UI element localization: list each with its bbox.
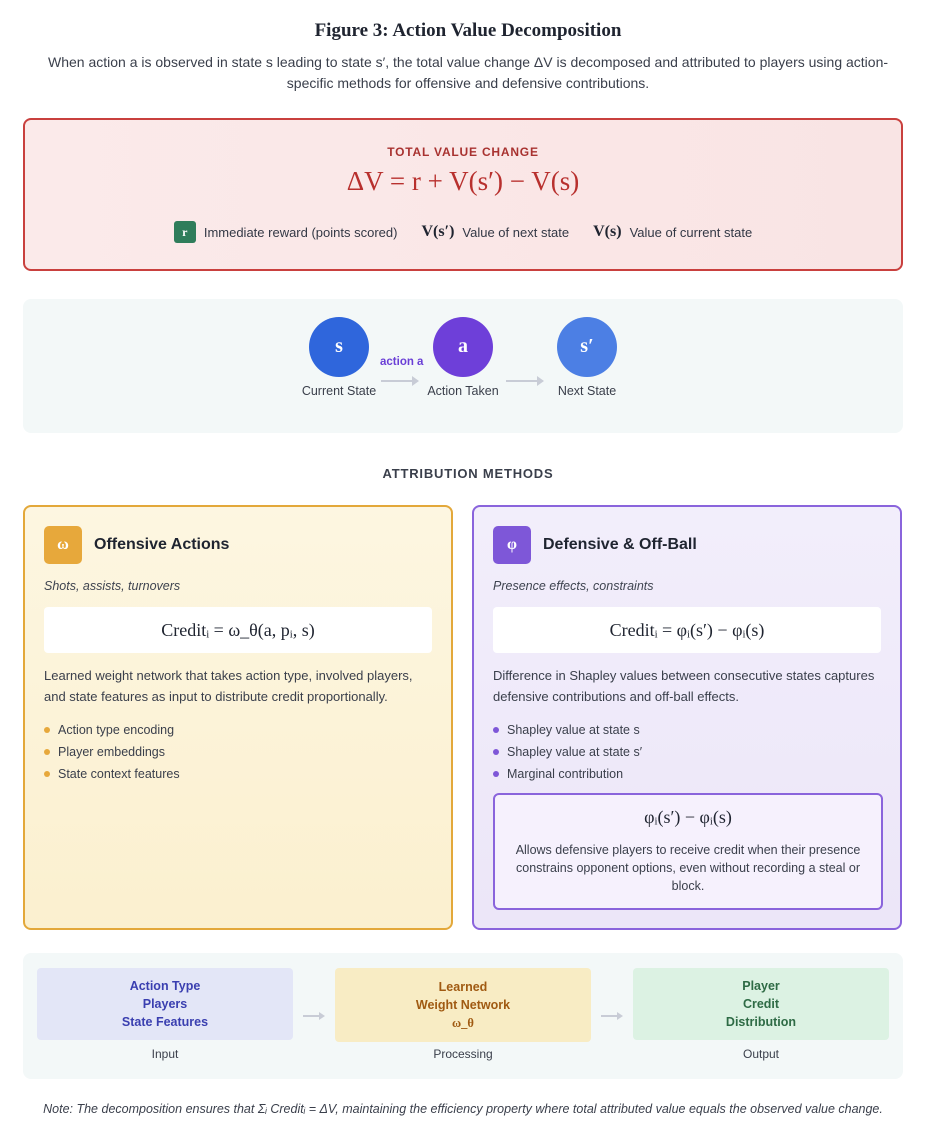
list-item: State context features [44, 763, 180, 785]
callout-text: Allows defensive players to receive credit when their presence constrains opponent options, even without recording a steal or block. [515, 843, 861, 893]
credit-pipeline [23, 953, 903, 1079]
pipeline-processing-box [335, 968, 591, 1042]
offensive-actions-card [23, 505, 453, 930]
legend-current-value-symbol: V(s) [593, 223, 622, 240]
next-state-caption: Next State [557, 384, 617, 398]
pipeline-output-line: Player [742, 979, 780, 993]
offensive-subtitle: Shots, assists, turnovers [44, 579, 181, 593]
pipeline-processing-caption: Processing [433, 1047, 493, 1061]
figure-caption: When action a is observed in state s leading to state s′, the total value change ΔV is decomposed and attributed to players using action-specific methods for offensive and defensive contributions. [47, 54, 889, 91]
reward-badge-icon: r [174, 221, 196, 243]
list-item: Player embeddings [44, 741, 180, 763]
defensive-title: Defensive & Off-Ball [543, 536, 697, 553]
omega-icon: ω [44, 526, 82, 564]
total-value-change-box [23, 118, 903, 271]
equation-legend [25, 221, 901, 243]
pipeline-output-line: Distribution [725, 1015, 797, 1029]
total-label: TOTAL VALUE CHANGE [387, 145, 539, 159]
pipeline-processing-line: ω_θ [452, 1016, 474, 1030]
current-state-caption: Current State [301, 384, 377, 398]
offensive-feature-list [44, 719, 180, 785]
list-item: Shapley value at state s′ [493, 741, 642, 763]
pipeline-processing-line: Weight Network [415, 998, 511, 1012]
defensive-subtitle: Presence effects, constraints [493, 579, 654, 593]
legend-current-value-text: Value of current state [629, 224, 753, 240]
callout-formula: φᵢ(s′) − φᵢ(s) [644, 807, 732, 827]
pipeline-input-line: Action Type [129, 979, 201, 993]
offensive-formula: Creditᵢ = ω_θ(a, pᵢ, s) [44, 607, 432, 653]
pipeline-input-caption: Input [151, 1047, 179, 1061]
pipeline-arrow [303, 1015, 323, 1017]
list-item: Marginal contribution [493, 763, 642, 785]
pipeline-processing-line: Learned [438, 980, 488, 994]
footnote: Note: The decomposition ensures that Σᵢ Creditᵢ = ΔV, maintaining the efficiency property where total attributed value equals the observed value change. [43, 1102, 883, 1116]
offensive-title: Offensive Actions [94, 536, 230, 553]
offensive-description: Learned weight network that takes action type, involved players, and state features as input to distribute credit proportionally. [44, 668, 413, 704]
list-item: Action type encoding [44, 719, 180, 741]
action-node: a [433, 317, 493, 377]
defensive-offball-card [472, 505, 902, 930]
action-caption: Action Taken [427, 384, 499, 398]
defensive-formula: Creditᵢ = φᵢ(s′) − φᵢ(s) [493, 607, 881, 653]
shapley-difference-callout [493, 793, 883, 910]
action-edge-label: action a [380, 356, 424, 368]
pipeline-input-line: Players [142, 997, 188, 1011]
figure-title: Figure 3: Action Value Decomposition [314, 20, 622, 41]
attribution-methods-heading: ATTRIBUTION METHODS [382, 466, 554, 481]
legend-reward-text: Immediate reward (points scored) [203, 224, 398, 240]
defensive-description: Difference in Shapley values between consecutive states captures defensive contributions and off-ball effects. [493, 668, 875, 704]
pipeline-input-box [37, 968, 293, 1040]
pipeline-output-line: Credit [742, 997, 780, 1011]
list-item: Shapley value at state s [493, 719, 642, 741]
pipeline-output-caption: Output [742, 1047, 780, 1061]
state-transition-diagram [23, 299, 903, 433]
arrow-state-to-action [381, 380, 417, 382]
phi-icon: φ [493, 526, 531, 564]
defensive-feature-list [493, 719, 642, 785]
legend-next-value-text: Value of next state [462, 224, 570, 240]
arrow-action-to-next-state [506, 380, 542, 382]
pipeline-arrow [601, 1015, 621, 1017]
total-equation: ΔV = r + V(s′) − V(s) [346, 166, 580, 196]
current-state-node: s [309, 317, 369, 377]
legend-next-value-symbol: V(s′) [421, 223, 455, 240]
pipeline-input-line: State Features [121, 1015, 209, 1029]
pipeline-output-box [633, 968, 889, 1040]
next-state-node: s′ [557, 317, 617, 377]
